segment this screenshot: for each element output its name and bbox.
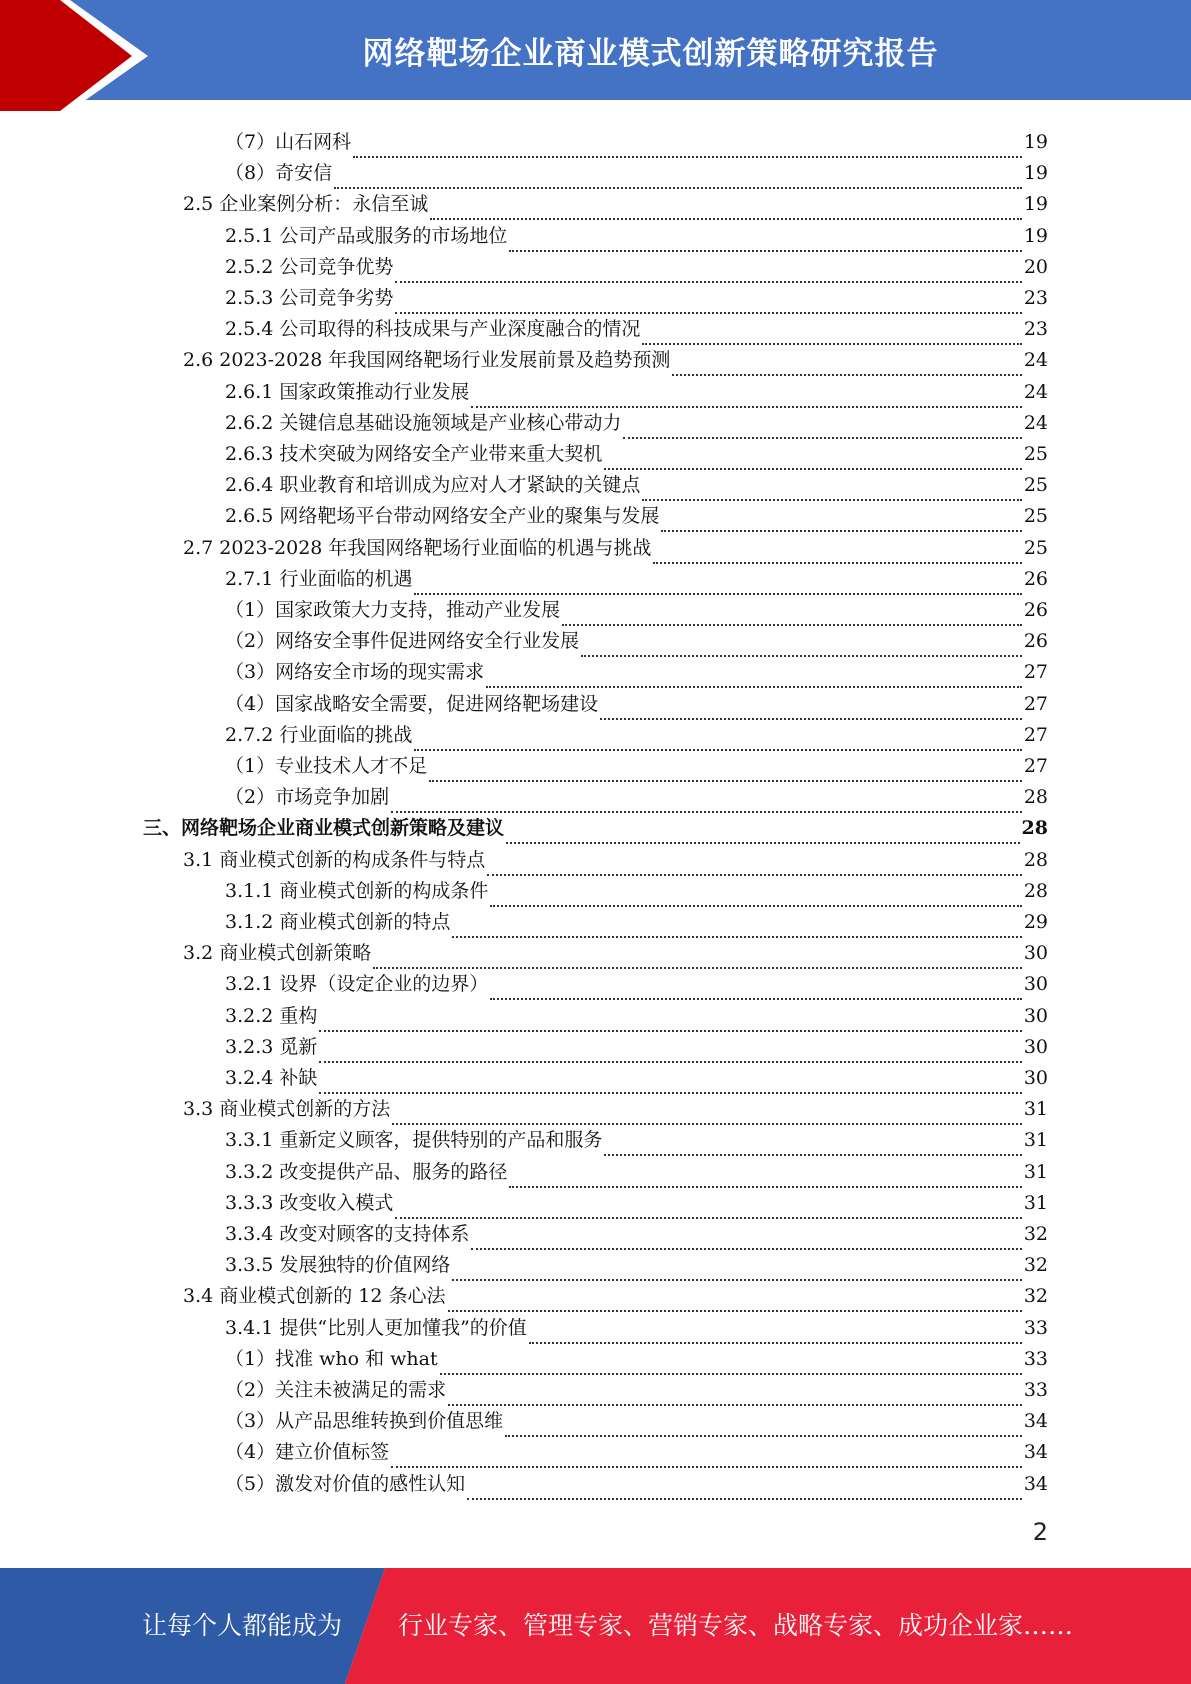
page-number: 2 — [1032, 1518, 1048, 1546]
toc-entry[interactable] — [225, 377, 1048, 408]
toc-dot-leader — [392, 1114, 1022, 1125]
toc-entry-title: （2）关注未被满足的需求 — [225, 1379, 447, 1401]
toc-entry-title: 3.2.2 重构 — [225, 1004, 318, 1027]
toc-entry[interactable] — [183, 533, 1048, 564]
toc-entry-page: 30 — [1023, 942, 1048, 965]
toc-entry-title: （5）激发对价值的感性认知 — [225, 1472, 466, 1495]
toc-entry[interactable] — [225, 439, 1048, 470]
toc-entry[interactable] — [225, 408, 1048, 439]
toc-dot-leader — [373, 958, 1022, 969]
toc-dot-leader — [509, 241, 1021, 252]
footer-slogan-left: 让每个人都能成为 — [142, 1611, 343, 1640]
toc-entry-page: 33 — [1023, 1316, 1048, 1339]
toc-dot-leader — [319, 1021, 1021, 1032]
toc-entry-page: 28 — [1023, 879, 1048, 902]
toc-dot-leader — [581, 646, 1022, 657]
toc-entry-page: 24 — [1023, 349, 1048, 372]
toc-entry-title: （3）网络安全市场的现实需求 — [225, 661, 485, 684]
toc-entry-title: （2）市场竞争加剧 — [225, 786, 390, 809]
toc-entry-title: 3.2.4 补缺 — [225, 1067, 318, 1089]
toc-entry-title: 2.6 2023-2028 年我国网络靶场行业发展前景及趋势预测 — [183, 349, 671, 372]
toc-entry-page: 28 — [1023, 848, 1048, 871]
toc-entry-page: 31 — [1023, 1191, 1048, 1214]
toc-entry-title: 3.4 商业模式创新的 12 条心法 — [183, 1285, 446, 1308]
toc-entry-page: 25 — [1023, 536, 1048, 559]
toc-entry-title: 2.6.5 网络靶场平台带动网络安全产业的聚集与发展 — [225, 505, 660, 528]
toc-entry-title: （8）奇安信 — [225, 162, 333, 185]
toc-dot-leader — [653, 553, 1021, 564]
toc-entry-title: 2.7 2023-2028 年我国网络靶场行业面临的机遇与挑战 — [183, 536, 652, 559]
toc-entry-title: 3.3.2 改变提供产品、服务的路径 — [225, 1160, 508, 1183]
toc-entry-title: 3.3.5 发展独特的价值网络 — [225, 1254, 451, 1277]
toc-dot-leader — [672, 365, 1021, 376]
toc-entry[interactable] — [225, 501, 1048, 532]
toc-entry[interactable] — [225, 1375, 1048, 1406]
toc-entry-page: 26 — [1023, 630, 1048, 653]
toc-entry-title: 2.6.2 关键信息基础设施领域是产业核心带动力 — [225, 411, 622, 434]
toc-entry-page: 19 — [1023, 193, 1048, 216]
toc-entry-title: 2.7.1 行业面临的机遇 — [225, 567, 413, 590]
toc-entry-title: （1）国家政策大力支持，推动产业发展 — [225, 599, 561, 621]
toc-entry-title: 2.5.1 公司产品或服务的市场地位 — [225, 224, 508, 247]
toc-entry[interactable] — [183, 1281, 1048, 1312]
toc-entry[interactable] — [225, 751, 1048, 782]
toc-entry[interactable] — [225, 657, 1048, 688]
toc-entry[interactable] — [225, 470, 1048, 501]
toc-entry-page: 34 — [1023, 1441, 1048, 1464]
toc-entry-page: 20 — [1023, 255, 1048, 278]
toc-entry-page: 31 — [1023, 1129, 1048, 1152]
toc-entry-title: 2.6.3 技术突破为网络安全产业带来重大契机 — [225, 443, 603, 465]
toc-dot-leader — [414, 584, 1021, 595]
toc-entry[interactable] — [183, 345, 1048, 376]
toc-dot-leader — [430, 209, 1022, 220]
toc-dot-leader — [448, 1395, 1022, 1406]
toc-dot-leader — [600, 709, 1022, 720]
toc-entry-page: 34 — [1023, 1410, 1048, 1433]
toc-dot-leader — [414, 740, 1021, 751]
toc-dot-leader — [395, 303, 1021, 314]
toc-entry[interactable] — [225, 221, 1048, 252]
toc-entry-title: （1）找准 who 和 what — [225, 1347, 438, 1370]
toc-entry[interactable] — [225, 876, 1048, 907]
toc-entry-page: 30 — [1023, 1035, 1048, 1058]
toc-entry-page: 28 — [1023, 786, 1048, 809]
toc-dot-leader — [395, 272, 1021, 283]
toc-dot-leader — [467, 1489, 1022, 1500]
toc-dot-leader — [505, 1426, 1022, 1437]
toc-entry-page: 19 — [1023, 131, 1048, 153]
toc-entry-page: 33 — [1023, 1347, 1048, 1370]
toc-dot-leader — [440, 1364, 1022, 1375]
toc-entry[interactable] — [183, 938, 1048, 969]
toc-entry[interactable] — [225, 1157, 1048, 1188]
toc-entry[interactable] — [225, 1032, 1048, 1063]
toc-dot-leader — [529, 1333, 1022, 1344]
toc-entry-page: 30 — [1023, 973, 1048, 996]
toc-dot-leader — [429, 771, 1022, 782]
toc-entry[interactable] — [225, 907, 1048, 938]
toc-entry[interactable] — [225, 782, 1048, 813]
toc-entry-title: 2.6.1 国家政策推动行业发展 — [225, 380, 470, 403]
toc-dot-leader — [562, 615, 1022, 626]
toc-entry-page: 31 — [1023, 1160, 1048, 1183]
toc-entry[interactable] — [225, 1406, 1048, 1437]
toc-entry-page: 27 — [1023, 723, 1048, 746]
toc-dot-leader — [391, 1457, 1022, 1468]
toc-entry-page: 32 — [1023, 1285, 1048, 1308]
toc-entry-page: 27 — [1023, 755, 1048, 777]
toc-entry-title: 2.5 企业案例分析：永信至诚 — [183, 193, 429, 216]
toc-entry[interactable] — [225, 283, 1048, 314]
toc-entry-title: 2.6.4 职业教育和培训成为应对人才紧缺的关键点 — [225, 474, 641, 497]
page-header — [0, 0, 1191, 111]
toc-entry[interactable] — [225, 1313, 1048, 1344]
toc-entry[interactable] — [183, 845, 1048, 876]
toc-entry-page: 30 — [1023, 1004, 1048, 1027]
toc-dot-leader — [490, 989, 1021, 1000]
toc-entry[interactable] — [225, 564, 1048, 595]
toc-entry-title: （7）山石网科 — [225, 131, 352, 153]
toc-entry-page: 32 — [1023, 1254, 1048, 1277]
toc-dot-leader — [623, 428, 1021, 439]
toc-entry[interactable] — [225, 1437, 1048, 1468]
toc-dot-leader — [334, 178, 1022, 189]
toc-entry-title: 3.1.1 商业模式创新的构成条件 — [225, 879, 489, 902]
footer-slogan-right: 行业专家、管理专家、营销专家、战略专家、成功企业家…… — [398, 1611, 1074, 1640]
toc-dot-leader — [391, 802, 1022, 813]
toc-entry-title: 2.5.3 公司竞争劣势 — [225, 287, 394, 309]
toc-entry-page: 31 — [1023, 1098, 1048, 1121]
toc-entry-title: （4）建立价值标签 — [225, 1441, 390, 1464]
toc-entry-title: 2.7.2 行业面临的挑战 — [225, 723, 413, 746]
toc-entry-page: 26 — [1023, 599, 1048, 621]
toc-entry-page: 19 — [1023, 162, 1048, 185]
toc-entry-title: 3.3.4 改变对顾客的支持体系 — [225, 1223, 470, 1245]
toc-entry[interactable] — [225, 720, 1048, 751]
toc-dot-leader — [319, 1052, 1021, 1063]
toc-dot-leader — [604, 1145, 1021, 1156]
toc-entry-title: 3.1 商业模式创新的构成条件与特点 — [183, 848, 486, 871]
toc-entry-title: （4）国家战略安全需要，促进网络靶场建设 — [225, 692, 599, 715]
toc-entry-title: 三、网络靶场企业商业模式创新策略及建议 — [143, 817, 505, 840]
toc-dot-leader — [490, 896, 1021, 907]
toc-entry[interactable] — [225, 1125, 1048, 1156]
toc-dot-leader — [353, 147, 1022, 158]
toc-dot-leader — [452, 927, 1021, 938]
toc-entry[interactable] — [225, 127, 1048, 158]
toc-entry[interactable] — [225, 1344, 1048, 1375]
toc-entry[interactable] — [183, 1094, 1048, 1125]
toc-entry-page: 27 — [1023, 692, 1048, 715]
toc-entry[interactable] — [225, 158, 1048, 189]
toc-entry-page: 33 — [1023, 1379, 1048, 1401]
toc-entry-page: 30 — [1023, 1067, 1048, 1089]
toc-entry-page: 23 — [1023, 287, 1048, 309]
toc-dot-leader — [509, 1177, 1021, 1188]
toc-entry-page: 34 — [1023, 1472, 1048, 1495]
toc-entry-page: 25 — [1023, 474, 1048, 497]
toc-dot-leader — [471, 397, 1021, 408]
toc-dot-leader — [452, 1270, 1021, 1281]
toc-entry-title: （3）从产品思维转换到价值思维 — [225, 1410, 504, 1433]
toc-entry[interactable] — [225, 1250, 1048, 1281]
toc-dot-leader — [448, 1301, 1022, 1312]
toc-entry-title: 3.3.3 改变收入模式 — [225, 1191, 394, 1214]
toc-entry[interactable] — [225, 626, 1048, 657]
toc-entry-title: （2）网络安全事件促进网络安全行业发展 — [225, 630, 580, 653]
toc-entry[interactable] — [225, 252, 1048, 283]
toc-dot-leader — [487, 865, 1022, 876]
toc-dot-leader — [604, 459, 1021, 470]
toc-entry[interactable] — [225, 1469, 1048, 1500]
toc-entry-page: 19 — [1023, 224, 1048, 247]
toc-dot-leader — [486, 677, 1022, 688]
toc-entry-page: 29 — [1023, 911, 1048, 933]
toc-entry-title: 3.4.1 提供“比别人更加懂我”的价值 — [225, 1316, 527, 1339]
toc-entry-title: 3.1.2 商业模式创新的特点 — [225, 911, 451, 933]
toc-dot-leader — [395, 1208, 1021, 1219]
toc-entry[interactable] — [225, 595, 1048, 626]
toc-entry[interactable] — [225, 689, 1048, 720]
toc-entry-page: 24 — [1023, 380, 1048, 403]
page-footer — [0, 1568, 1191, 1684]
toc-entry[interactable] — [225, 1188, 1048, 1219]
report-title: 网络靶场企业商业模式创新策略研究报告 — [362, 35, 939, 72]
toc-entry-page: 28 — [1021, 817, 1048, 840]
toc-entry-title: 3.2.3 觅新 — [225, 1035, 318, 1058]
toc-entry-page: 25 — [1023, 505, 1048, 528]
toc-entry-title: 3.2.1 设界（设定企业的边界） — [225, 973, 489, 996]
toc-dot-leader — [319, 1083, 1021, 1094]
toc-entry-page: 23 — [1023, 318, 1048, 341]
toc-entry-page: 25 — [1023, 443, 1048, 465]
toc-entry[interactable] — [225, 1063, 1048, 1094]
toc-entry-title: 3.3.1 重新定义顾客，提供特别的产品和服务 — [225, 1129, 603, 1152]
toc-entry[interactable] — [225, 314, 1048, 345]
toc-entry-page: 26 — [1023, 567, 1048, 590]
toc-dot-leader — [642, 490, 1021, 501]
toc-entry-title: 3.2 商业模式创新策略 — [183, 942, 372, 965]
toc-entry-title: 3.3 商业模式创新的方法 — [183, 1098, 391, 1121]
toc-entry[interactable] — [225, 1219, 1048, 1250]
toc-dot-leader — [471, 1239, 1021, 1250]
toc-entry[interactable] — [183, 189, 1048, 220]
toc-dot-leader — [642, 334, 1021, 345]
toc-entry-title: 2.5.2 公司竞争优势 — [225, 255, 394, 278]
toc-entry[interactable] — [225, 969, 1048, 1000]
toc-entry-page: 27 — [1023, 661, 1048, 684]
toc-entry[interactable] — [225, 1001, 1048, 1032]
toc-dot-leader — [506, 833, 1020, 844]
toc-entry-title: （1）专业技术人才不足 — [225, 755, 428, 777]
toc-entry-title: 2.5.4 公司取得的科技成果与产业深度融合的情况 — [225, 318, 641, 341]
toc-entry-page: 24 — [1023, 411, 1048, 434]
toc-dot-leader — [661, 521, 1021, 532]
toc-entry-page: 32 — [1023, 1223, 1048, 1245]
toc-entry[interactable] — [143, 813, 1048, 844]
